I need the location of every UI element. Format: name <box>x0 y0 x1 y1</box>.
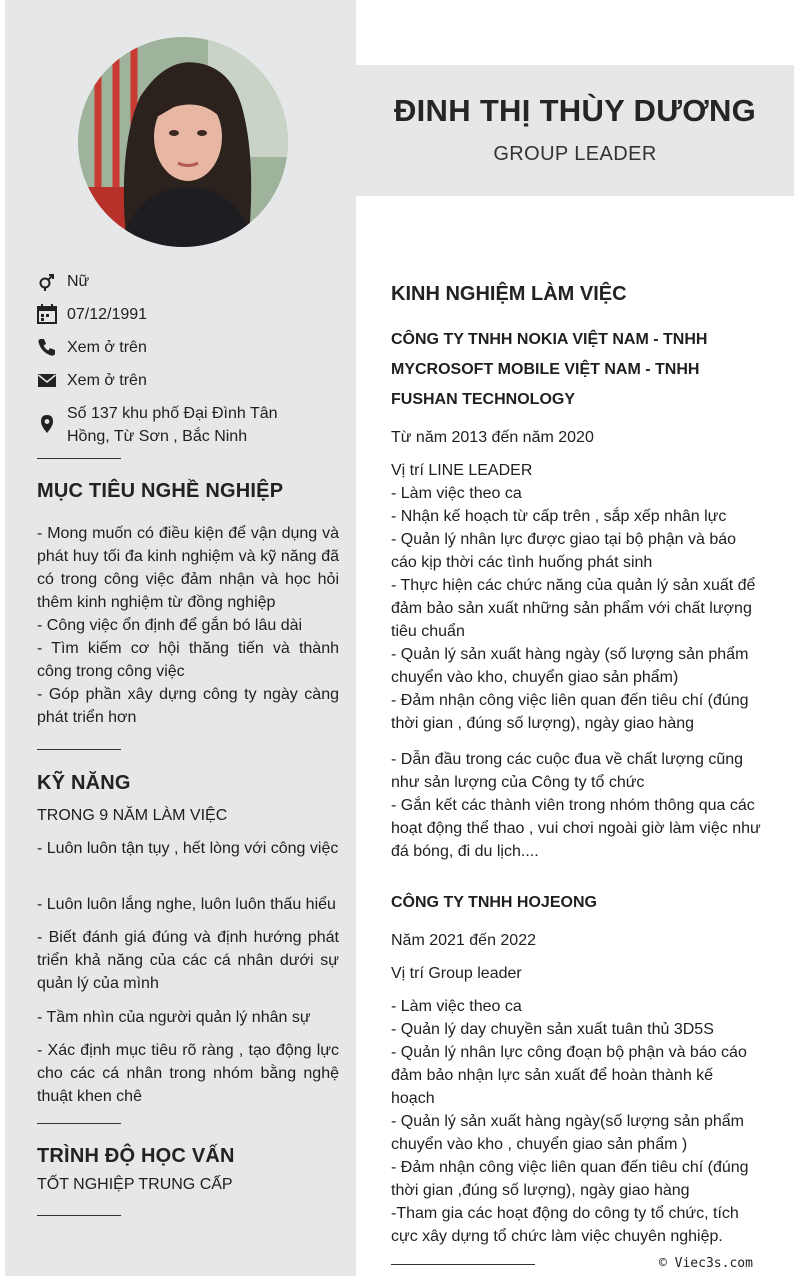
watermark: © Viec3s.com <box>659 1256 753 1271</box>
address-line-2: Hồng, Từ Sơn , Bắc Ninh <box>67 428 248 445</box>
objective-line: - Tìm kiếm cơ hội thăng tiến và thành công trong công việc <box>37 640 339 680</box>
experience-heading: KINH NGHIỆM LÀM VIỆC <box>391 283 627 305</box>
objective-line: - Công việc ổn định để gắn bó lâu dài <box>37 617 303 634</box>
duty-item: - Quản lý sản xuất hàng ngày(số lượng sản phẩm chuyển vào kho , chuyển giao sản phẩm ) <box>391 1113 744 1153</box>
gender-value: Nữ <box>67 273 90 290</box>
full-name: ĐINH THỊ THÙY DƯƠNG <box>393 93 757 128</box>
job-period: Năm 2021 đến 2022 <box>391 932 536 949</box>
phone-icon <box>37 337 57 357</box>
duty-item: - Làm việc theo ca <box>391 998 522 1015</box>
objective-heading: MỤC TIÊU NGHỀ NGHIỆP <box>37 480 284 502</box>
duty-item: - Đảm nhận công việc liên quan đến tiêu chí (đúng thời gian , đúng số lượng), ngày giao hàng <box>391 692 749 732</box>
duty-item: - Quản lý sản xuất hàng ngày (số lượng sản phẩm chuyển vào kho, chuyển giao sản phẩm) <box>391 646 749 686</box>
duty-item: - Quản lý nhân lực công đoạn bộ phận và báo cáo đảm bảo nhận lực sản xuất để hoàn thành kế hoạch <box>391 1044 747 1107</box>
duty-item: -Tham gia các hoạt động do công ty tổ chức, tích cực xây dựng tổ chức làm việc chuyên nghiệp. <box>391 1205 739 1245</box>
job-period: Từ năm 2013 đến năm 2020 <box>391 429 594 446</box>
job-duties <box>391 995 761 1248</box>
birthday-row <box>37 303 147 326</box>
duty-item: - Làm việc theo ca <box>391 485 522 502</box>
divider <box>391 1264 535 1265</box>
name-banner <box>356 65 794 196</box>
gender-icon <box>37 271 57 291</box>
education-value: TỐT NGHIỆP TRUNG CẤP <box>37 1176 233 1193</box>
skill-item: - Luôn luôn lắng nghe, luôn luôn thấu hiểu <box>37 896 336 913</box>
education-heading: TRÌNH ĐỘ HỌC VẤN <box>37 1145 235 1167</box>
objective-line: - Mong muốn có điều kiện để vận dụng và phát huy tối đa kinh nghiệm và kỹ năng đã có trong công việc đảm nhận và học hỏi thêm kinh nghiệm từ đồng nghiệp <box>37 525 339 611</box>
objective-line: - Góp phần xây dựng công ty ngày càng phát triển hơn <box>37 686 339 726</box>
objective-text <box>37 522 339 729</box>
duty-item: - Quản lý nhân lực được giao tại bộ phận và báo cáo kịp thời các tình huống phát sinh <box>391 531 737 571</box>
skill-item: - Xác định mục tiêu rõ ràng , tạo động lực cho các cá nhân trong nhóm bằng nghệ thuật khen chê <box>37 1042 339 1105</box>
skill-item: - Tầm nhìn của người quản lý nhân sự <box>37 1009 311 1026</box>
skills-subtitle: TRONG 9 NĂM LÀM VIỆC <box>37 807 228 824</box>
address-row <box>37 402 278 448</box>
job-achievements <box>391 748 761 863</box>
envelope-icon <box>37 370 57 390</box>
email-value: Xem ở trên <box>67 372 147 389</box>
divider <box>37 1215 121 1216</box>
birthday-value: 07/12/1991 <box>67 306 148 323</box>
avatar <box>78 37 288 247</box>
map-pin-icon <box>37 414 57 434</box>
company-name: CÔNG TY TNHH HOJEONG <box>391 894 597 911</box>
company-name: CÔNG TY TNHH NOKIA VIỆT NAM - TNHH MYCROSOFT MOBILE VIỆT NAM - TNHH FUSHAN TECHNOLOGY <box>391 331 708 408</box>
achievement-item: - Gắn kết các thành viên trong nhóm thông qua các hoạt động thể thao , vui chơi ngoài giờ làm việc như đá bóng, đi du lịch.... <box>391 797 761 860</box>
skill-item: - Biết đánh giá đúng và định hướng phát triển khả năng của các cá nhân dưới sự quản lý của mình <box>37 929 339 992</box>
job-position: Vị trí LINE LEADER <box>391 462 533 479</box>
job-title: GROUP LEADER <box>493 143 657 165</box>
divider <box>37 1123 121 1124</box>
duty-item: - Thực hiện các chức năng của quản lý sản xuất để đảm bảo sản xuất những sản phẩm với chất lượng tiêu chuẩn <box>391 577 756 640</box>
job-duties <box>391 482 761 735</box>
email-row <box>37 369 147 392</box>
divider <box>37 749 121 750</box>
phone-value: Xem ở trên <box>67 339 147 356</box>
achievement-item: - Dẫn đầu trong các cuộc đua về chất lượng cũng như sản lượng của Công ty tổ chức <box>391 751 744 791</box>
job-position: Vị trí Group leader <box>391 965 522 982</box>
calendar-icon <box>37 304 57 324</box>
phone-row <box>37 336 147 359</box>
divider <box>37 458 121 459</box>
duty-item: - Nhận kế hoạch từ cấp trên , sắp xếp nhân lực <box>391 508 727 525</box>
address-line-1: Số 137 khu phố Đại Đình Tân <box>67 405 278 422</box>
skills-heading: KỸ NĂNG <box>37 772 131 794</box>
duty-item: - Đảm nhận công việc liên quan đến tiêu chí (đúng thời gian ,đúng số lượng), ngày giao hàng <box>391 1159 749 1199</box>
skill-item: - Luôn luôn tận tụy , hết lòng với công việc <box>37 840 339 857</box>
gender-row <box>37 270 89 293</box>
duty-item: - Quản lý day chuyền sản xuất tuân thủ 3D5S <box>391 1021 714 1038</box>
